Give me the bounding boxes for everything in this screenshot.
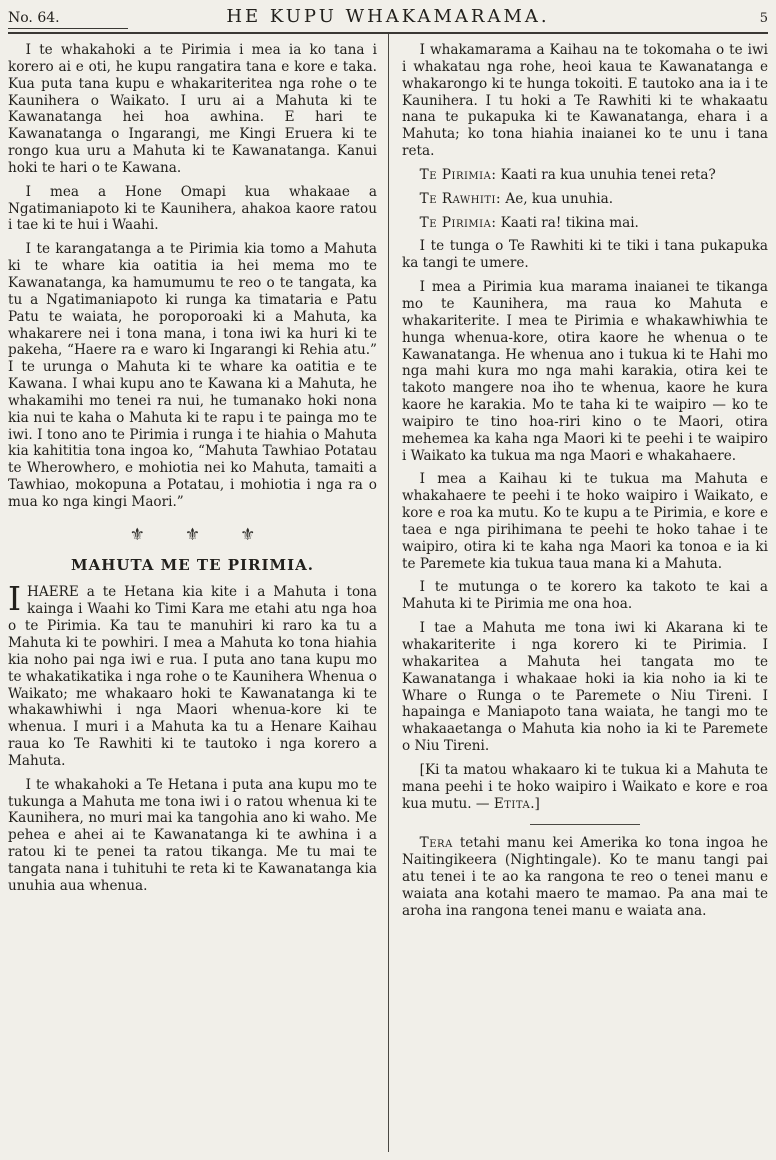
speaker-label: Te Pirimia:: [419, 166, 497, 183]
section-heading: MAHUTA ME TE PIRIMIA.: [70, 555, 315, 574]
paragraph: I mea a Pirimia kua marama inaianei te tikanga mo te Kaunihera, ma raua ko Mahuta e whakariterite. I mea te Pirimia e whakawhiwhia te hunga whenua-kore, otira kaore he whenua o te Kawanatanga. He whenua ano i tukua ki te Hahi mo nga mahi kura mo nga mahi karakia, otira kei te takoto mangere noa iho te whenua, kaore he kura kaore he karakia. Mo te taha ki te waipiro — ko te waipiro te tino hoa-riri kino o te Maori, otira mehemea ka kaha nga Maori ki te peehi i te waipiro i Waikato ka tukua ma nga Maori e whakahaere.: [402, 279, 768, 464]
fleur-de-lis-icon: ⚜: [240, 524, 256, 545]
paragraph: I te whakahoki a Te Hetana i puta ana kupu mo te tukunga a Mahuta me tona iwi i o ratou whenua ki te Kaunihera, no muri mai ka tangohia ano ki waho. Me pehea e ahei ai te Kawanatanga ki te awhina i a ratou ki te penei ta ratou tikanga. Me tu mai te tangata nana i tuhituhi te reta ki te Kawanatanga kia unuhia aua whenua.: [8, 776, 377, 894]
dialogue-line: [402, 191, 768, 208]
paragraph-text: tetahi manu kei Amerika ko tona ingoa he Naitingikeera (Nightingale). Ko te manu tangi pai atu tenei i te ao ka rangona te reo o tenei manu e waiata ana kotahi maero te mamao. Pa ana mai te aroha ina rangona tenei manu e waiata ana.: [402, 835, 768, 919]
paragraph: I mea a Kaihau ki te tukua ma Mahuta e whakahaere te peehi i te hoko waipiro i Waikato, e kore e roa ka mutu. Ko te kupu a te Pirimia, e kore e taea e nga pirihimana te peehi te hoko tahae i te waipiro, otira ki te kaha nga Maori ka tonoa e ia ki te Paremete kia tukua taua mana ki a Mahuta.: [402, 471, 768, 572]
masthead: [8, 6, 768, 34]
dialogue-line: [402, 167, 768, 184]
paragraph: [402, 835, 768, 919]
paragraph: I te whakahoki a te Pirimia i mea ia ko tana i korero ai e oti, he kupu rangatira tana e kore e taka. Kua puta tana kupu e whakariteritea nga rohe o te Kaunihera o Waikato. I uru ai a Mahuta ki te Kawanatanga hei hoa awhina. E hari te Kawanatanga o Ingarangi, me Kingi Eruera ki te rongo kua uru a Mahuta ki te Kawanatanga. Kanui hoki te hari o te Kawana.: [8, 42, 377, 176]
paragraph-with-dropcap: [8, 579, 377, 769]
paragraph: I te tunga o Te Rawhiti ki te tiki i tana pukapuka ka tangi te umere.: [402, 238, 768, 272]
dialogue-text: Kaati ra kua unuhia tenei reta?: [496, 166, 716, 183]
speaker-label: Te Rawhiti:: [419, 190, 502, 207]
dialogue-text: Ae, kua unuhia.: [501, 190, 614, 207]
dialogue-text: Kaati ra! tikina mai.: [496, 214, 639, 231]
editor-note: [402, 762, 768, 813]
issue-number: No. 64.: [8, 10, 128, 29]
editor-note-end: .]: [530, 795, 540, 812]
right-column: [388, 34, 768, 1152]
lead-word: Tera: [419, 835, 453, 852]
left-column: [8, 34, 388, 1152]
paragraph: I te mutunga o te korero ka takoto te kai a Mahuta ki te Pirimia me ona hoa.: [402, 579, 768, 613]
two-column-body: [8, 34, 768, 1152]
paragraph: I tae a Mahuta me tona iwi ki Akarana ki te whakariterite i nga korero ki te Pirimia. I whakaritea a Mahuta hei tangata mo te Kawanatanga i whakaae hoki ia kia noho ia ki te Whare o Runga o te Paremete o Niu Tireni. I hapainga e Maniapoto tana waiata, he tangi mo te whakaaetanga o Mahuta kia noho ia ki te Paremete o Niu Tireni.: [402, 620, 768, 755]
page-number: 5: [759, 11, 768, 26]
page-title: HE KUPU WHAKAMARAMA.: [226, 6, 550, 27]
section-divider: [530, 824, 640, 825]
paragraph-text: HAERE a te Hetana kia kite i a Mahuta i tona kainga i Waahi ko Timi Kara me etahi atu nga hoa o te Pirimia. Ka tau te manuhiri ki raro ka tu a Mahuta ki te powhiri. I mea a Mahuta ko tona hiahia kia noho pai nga iwi e rua. I puta ano tana kupu mo te whakatikatika i nga rohe o te Kaunihera Whenua o Waikato; me whakaaro hoki te Kawanatanga ki te whakawhiwhi i nga Maori whenua-kore ki te whenua. I muri i a Mahuta ka tu a Henare Kaihau raua ko Te Rawhiti ki te tautoko i nga korero a Mahuta.: [8, 584, 377, 769]
fleur-de-lis-ornament-row: [8, 525, 377, 546]
fleur-de-lis-icon: ⚜: [129, 524, 145, 545]
fleur-de-lis-icon: ⚜: [184, 524, 201, 545]
drop-cap: I: [8, 579, 22, 619]
paragraph: I mea a Hone Omapi kua whakaae a Ngatimaniapoto ki te Kaunihera, ahakoa kaore ratou i tae ki te hui i Waahi.: [8, 183, 377, 234]
paragraph: I whakamarama a Kaihau na te tokomaha o te iwi i whakatau nga rohe, heoi kaua te Kawanatanga e whakarongo ki te hunga tokoiti. E tautoko ana ia i te Kaunihera. I tu hoki a Te Rawhiti ki te whakaatu nana te pukapuka ki te Kawanatanga, ehara i a Mahuta; ko tona hiahia inaianei ko te unu i tana reta.: [402, 42, 768, 160]
editor-signature: Etita: [493, 795, 531, 812]
speaker-label: Te Pirimia:: [419, 214, 497, 231]
paragraph: I te karangatanga a te Pirimia kia tomo a Mahuta ki te whare kia oatitia ia hei mema mo te Kawanatanga, ka hamumumu te reo o te tangata, ka tu a Ngatimaniapoto ki runga ka timataria e Patu Patu te waiata, he poroporoaki ki a Mahuta, ka whakarere nei i tona mana, i tona iwi ka huri ki te pakeha, “Haere ra e waro ki Ingarangi ki Rehia atu.” I te urunga o Mahuta ki te whare ka oatitia e te Kawana. I whai kupu ano te Kawana ki a Mahuta, he whakamihi mo tenei ra nui, he tumanako hoki nona kia nui te kaha o Mahuta ki te rapu i te painga mo te iwi. I tono ano te Pirimia i runga i te hiahia o Mahuta kia kahititia tona ingoa ko, “Mahuta Tawhiao Potatau te Wherowhero, e mohiotia nei ko Mahuta, tamaiti a Tawhiao, mokopuna a Potatau, i mohiotia i nga ra o mua ko nga kingi Maori.”: [8, 241, 377, 510]
editor-note-text: [Ki ta matou whakaaro ki te tukua ki a Mahuta te mana peehi i te hoko waipiro i Waikato e kore e roa kua mutu. —: [402, 761, 768, 812]
dialogue-line: [402, 215, 768, 232]
